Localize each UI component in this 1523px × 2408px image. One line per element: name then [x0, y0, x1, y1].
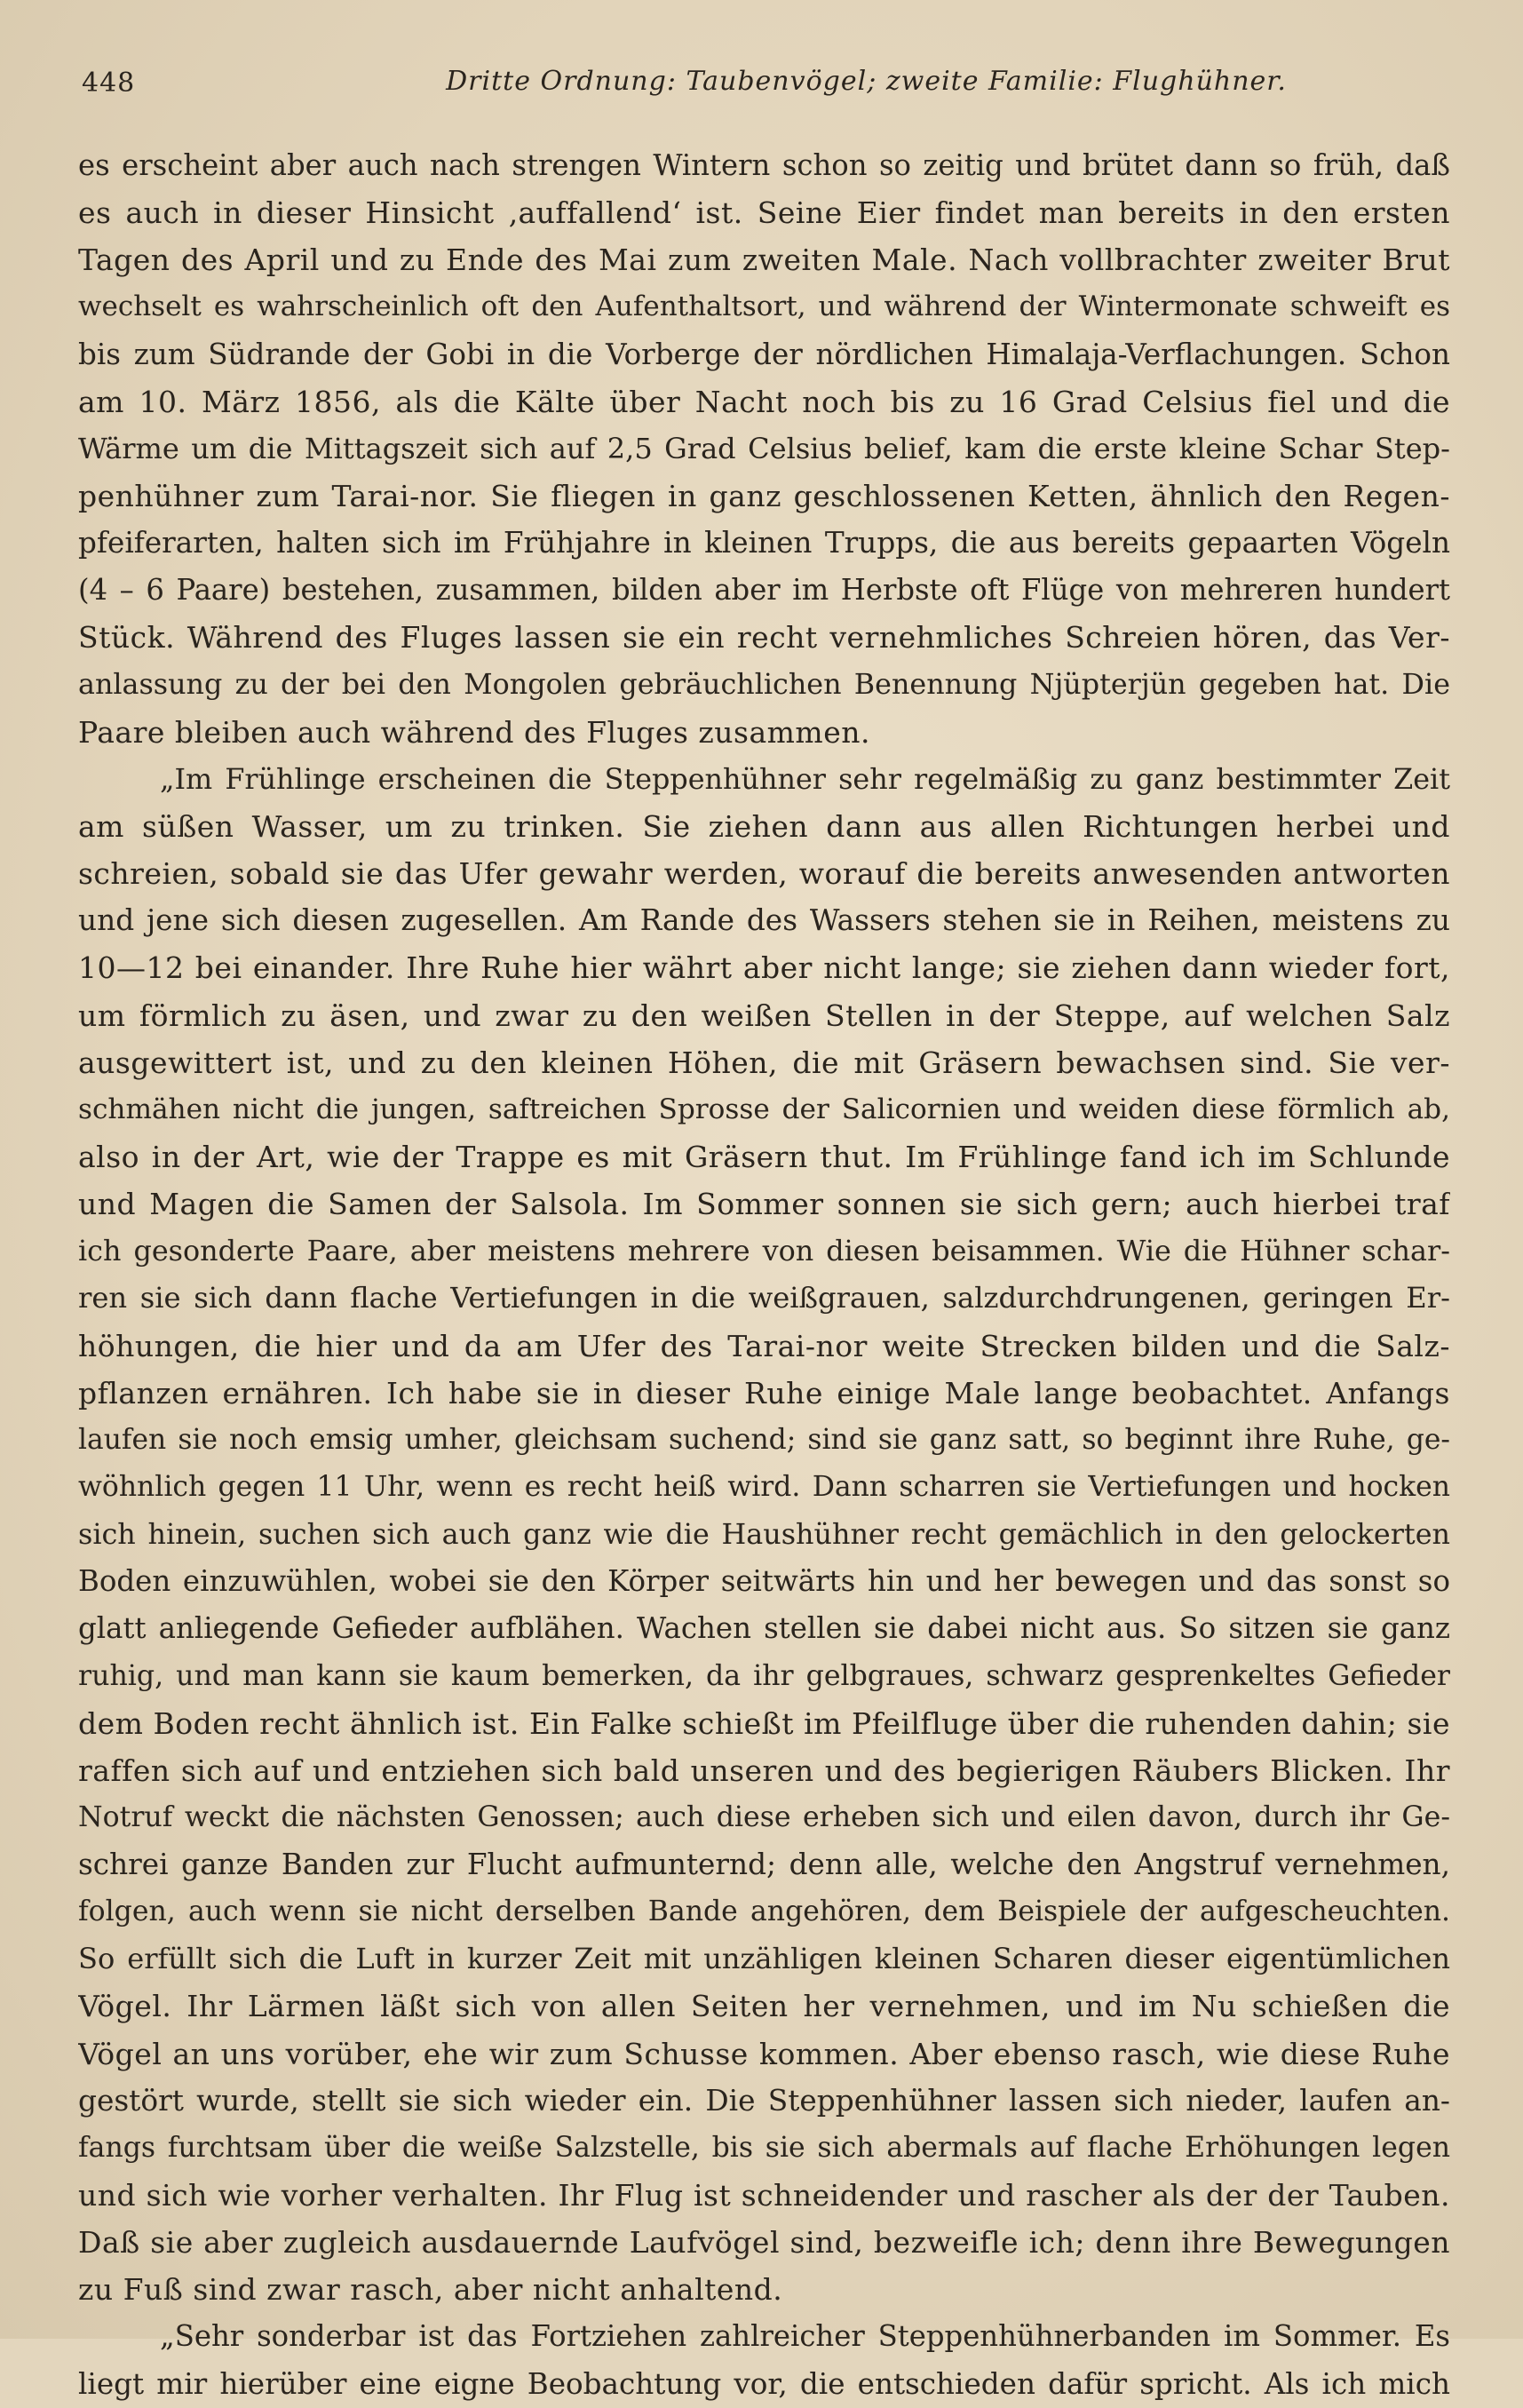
- paragraph: [78, 142, 1450, 756]
- text-line: ren sie sich dann flache Vertiefungen in die weißgrauen, salzdurchdrungenen, geringen Er-: [78, 1281, 1450, 1315]
- text-line: ruhig, und man kann sie kaum bemerken, da ihr gelbgraues, schwarz gesprenkeltes Gefieder: [78, 1659, 1450, 1692]
- text-line: höhungen, die hier und da am Ufer des Tarai-nor weite Strecken bilden und die Salz-: [78, 1328, 1450, 1363]
- text-line: es erscheint aber auch nach strengen Wintern schon so zeitig und brütet dann so früh, daß: [78, 148, 1450, 182]
- text-line: glatt anliegende Gefieder aufblähen. Wachen stellen sie dabei nicht aus. So sitzen sie ganz: [78, 1611, 1450, 1646]
- text-line: „Sehr sonderbar ist das Fortziehen zahlreicher Steppenhühnerbanden im Sommer. Es: [160, 2319, 1450, 2354]
- text-line: am 10. März 1856, als die Kälte über Nacht noch bis zu 16 Grad Celsius fiel und die: [78, 384, 1450, 419]
- paragraph: [78, 756, 1450, 2314]
- text-line: zu Fuß sind zwar rasch, aber nicht anhaltend.: [78, 2272, 783, 2308]
- text-line: ausgewittert ist, und zu den kleinen Höhen, die mit Gräsern bewachsen sind. Sie ver-: [78, 1045, 1450, 1080]
- text-line: penhühner zum Tarai-nor. Sie fliegen in ganz geschlossenen Ketten, ähnlich den Regen-: [78, 478, 1450, 513]
- text-line: schreien, sobald sie das Ufer gewahr werden, worauf die bereits anwesenden antworten: [78, 856, 1450, 892]
- text-line: wechselt es wahrscheinlich oft den Aufenthaltsort, und während der Wintermonate schweift es: [78, 290, 1450, 323]
- text-line: 10—12 bei einander. Ihre Ruhe hier währt aber nicht lange; sie ziehen dann wieder fort,: [78, 950, 1450, 986]
- text-line: und sich wie vorher verhalten. Ihr Flug ist schneidender und rascher als der der Tauben.: [78, 2178, 1450, 2213]
- page-header: [78, 64, 1450, 108]
- page-body: [78, 142, 1450, 2408]
- text-line: Notruf weckt die nächsten Genossen; auch diese erheben sich und eilen davon, durch ihr Ge-: [78, 1800, 1450, 1833]
- text-line: Wärme um die Mittagszeit sich auf 2,5 Grad Celsius belief, kam die erste kleine Schar Step-: [78, 431, 1450, 465]
- text-line: So erfüllt sich die Luft in kurzer Zeit mit unzähligen kleinen Scharen dieser eigentümlichen: [78, 1942, 1450, 1976]
- text-line: es auch in dieser Hinsicht ‚auffallend‘ ist. Seine Eier findet man bereits in den ersten: [78, 195, 1450, 231]
- text-line: folgen, auch wenn sie nicht derselben Bande angehören, dem Beispiele der aufgescheuchten.: [78, 1895, 1450, 1928]
- text-line: „Im Frühlinge erscheinen die Steppenhühner sehr regelmäßig zu ganz bestimmter Zeit: [160, 762, 1450, 796]
- text-line: schmähen nicht die jungen, saftreichen Sprosse der Salicornien und weiden diese förmlich ab,: [78, 1093, 1450, 1125]
- text-line: Tagen des April und zu Ende des Mai zum zweiten Male. Nach vollbrachter zweiter Brut: [78, 242, 1450, 278]
- text-line: schrei ganze Banden zur Flucht aufmunternd; denn alle, welche den Angstruf vernehmen,: [78, 1848, 1450, 1882]
- text-line: raffen sich auf und entziehen sich bald unseren und des begierigen Räubers Blicken. Ihr: [78, 1752, 1450, 1788]
- text-line: sich hinein, suchen sich auch ganz wie die Haushühner recht gemächlich in den gelockerten: [78, 1517, 1450, 1552]
- text-line: (4 – 6 Paare) bestehen, zusammen, bilden aber im Herbste oft Flüge von mehreren hundert: [78, 573, 1450, 608]
- text-line: und Magen die Samen der Salsola. Im Sommer sonnen sie sich gern; auch hierbei traf: [78, 1187, 1450, 1222]
- text-line: am süßen Wasser, um zu trinken. Sie ziehen dann aus allen Richtungen herbei und: [78, 808, 1450, 844]
- text-line: gestört wurde, stellt sie sich wieder ein. Die Steppenhühner lassen sich nieder, laufen an-: [78, 2083, 1450, 2118]
- text-line: dem Boden recht ähnlich ist. Ein Falke schießt im Pfeilfluge über die ruhenden dahin; sie: [78, 1705, 1450, 1741]
- text-line: anlassung zu der bei den Mongolen gebräuchlichen Benennung Njüpterjün gegeben hat. Die: [78, 668, 1450, 701]
- text-line: laufen sie noch emsig umher, gleichsam suchend; sind sie ganz satt, so beginnt ihre Ruhe, ge-: [78, 1423, 1450, 1456]
- text-line: also in der Art, wie der Trappe es mit Gräsern thut. Im Frühlinge fand ich im Schlunde: [78, 1139, 1450, 1174]
- text-line: Paare bleiben auch während des Fluges zusammen.: [78, 714, 870, 750]
- text-line: liegt mir hierüber eine eigne Beobachtung vor, die entschieden dafür spricht. Als ich mich: [78, 2366, 1450, 2401]
- text-line: Daß sie aber zugleich ausdauernde Laufvögel sind, bezweifle ich; denn ihre Bewegungen: [78, 2225, 1450, 2261]
- text-line: Stück. Während des Fluges lassen sie ein recht vernehmliches Schreien hören, das Ver-: [78, 620, 1450, 656]
- text-line: ich gesonderte Paare, aber meistens mehrere von diesen beisammen. Wie die Hühner schar-: [78, 1234, 1450, 1268]
- text-line: fangs furchtsam über die weiße Salzstelle, bis sie sich abermals auf flache Erhöhungen legen: [78, 2131, 1450, 2164]
- text-line: und jene sich diesen zugesellen. Am Rande des Wassers stehen sie in Reihen, meistens zu: [78, 903, 1450, 938]
- paragraph: [78, 2313, 1450, 2407]
- text-line: Vögel. Ihr Lärmen läßt sich von allen Seiten her vernehmen, und im Nu schießen die: [78, 1989, 1450, 2024]
- running-head: Dritte Ordnung: Taubenvögel; zweite Familie: Flughühner.: [446, 66, 1287, 97]
- text-line: bis zum Südrande der Gobi in die Vorberge der nördlichen Himalaja-Verflachungen. Schon: [78, 337, 1450, 371]
- text-line: wöhnlich gegen 11 Uhr, wenn es recht heiß wird. Dann scharren sie Vertiefungen und hocken: [78, 1470, 1450, 1503]
- page-number: 448: [82, 68, 136, 99]
- text-line: pfeiferarten, halten sich im Frühjahre in kleinen Trupps, die aus bereits gepaarten Vögeln: [78, 526, 1450, 560]
- text-line: Vögel an uns vorüber, ehe wir zum Schusse kommen. Aber ebenso rasch, wie diese Ruhe: [78, 2036, 1450, 2071]
- text-line: Boden einzuwühlen, wobei sie den Körper seitwärts hin und her bewegen und das sonst so: [78, 1564, 1450, 1599]
- text-line: pflanzen ernähren. Ich habe sie in dieser Ruhe einige Male lange beobachtet. Anfangs: [78, 1375, 1450, 1411]
- text-line: um förmlich zu äsen, und zwar zu den weißen Stellen in der Steppe, auf welchen Salz: [78, 997, 1450, 1033]
